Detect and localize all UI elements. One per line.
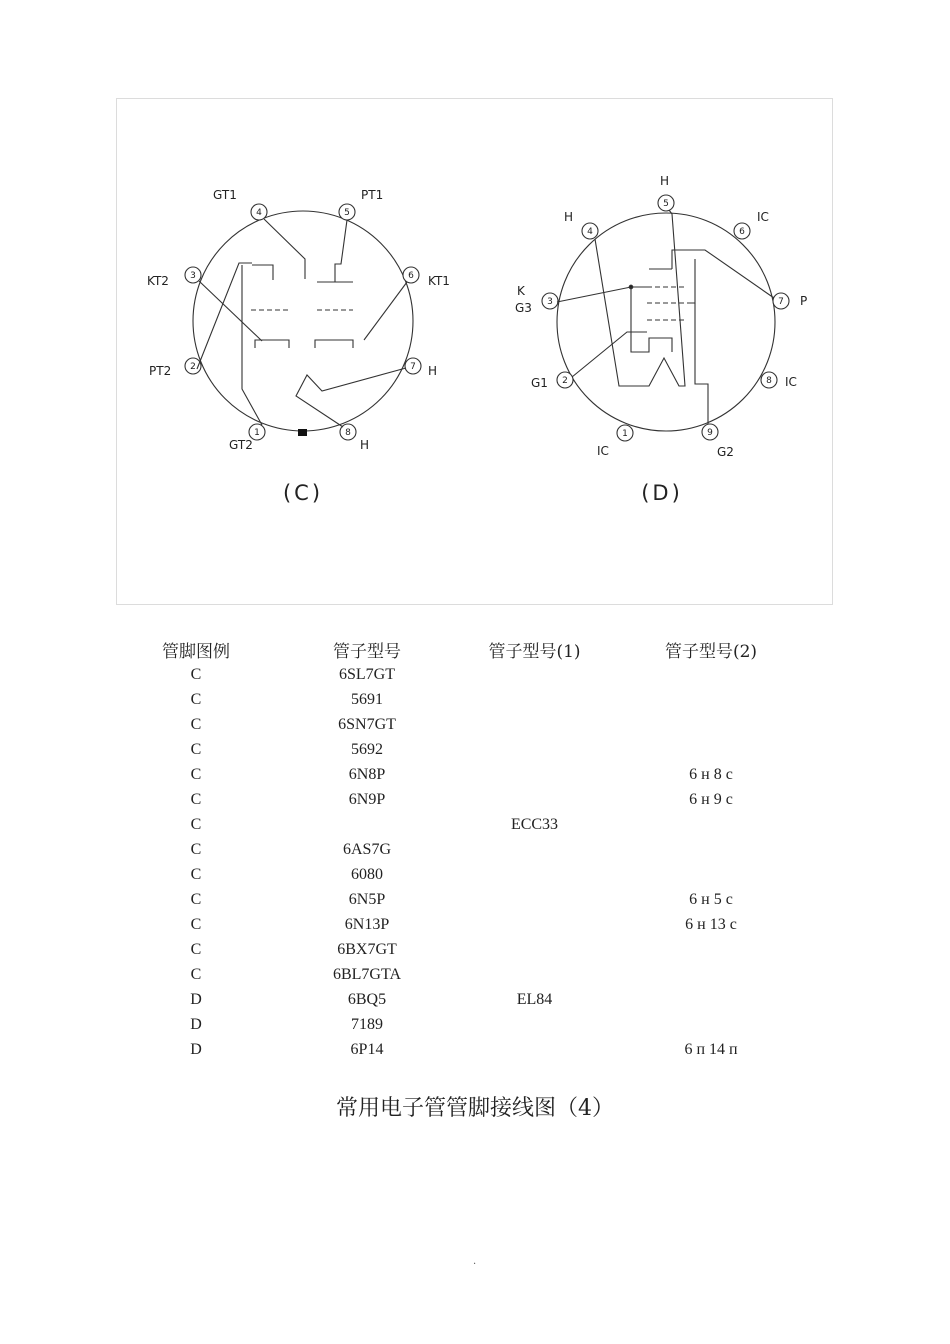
table-cell: 6N13P: [344, 915, 390, 933]
table-cell: 6P14: [350, 1040, 384, 1058]
table-row: [110, 912, 805, 937]
table-cell: 6 н 13 с: [685, 915, 737, 933]
table-cell: D: [190, 990, 202, 1008]
pin-d-5-num: 5: [663, 199, 669, 209]
table-header-row: [110, 636, 805, 662]
pin-d-1-num: 1: [622, 429, 628, 439]
table-row: [110, 1012, 805, 1037]
pin-c-7-num: 7: [410, 362, 416, 372]
table-cell: C: [190, 815, 202, 833]
pin-c-4-label: GT1: [213, 188, 237, 202]
table-row: [110, 712, 805, 737]
table-cell: [452, 1037, 617, 1062]
pin-d-3-label-k: K: [517, 284, 525, 298]
table-cell: [452, 887, 617, 912]
table-cell: [617, 937, 805, 962]
table-cell: [452, 1012, 617, 1037]
table-cell: [452, 712, 617, 737]
pin-d-9-num: 9: [707, 428, 713, 438]
table-cell: [617, 737, 805, 762]
table-row: [110, 937, 805, 962]
header-tube-model-2: 管子型号(2): [664, 641, 758, 662]
pin-d-5-label: H: [660, 174, 670, 188]
table-cell: C: [190, 890, 202, 908]
table-cell: 6SL7GT: [339, 665, 395, 683]
table-body: [110, 662, 805, 1062]
table-cell: C: [190, 790, 202, 808]
diagram-d-pins: [542, 195, 789, 441]
pin-c-1-num: 1: [254, 428, 260, 438]
table-row: [110, 962, 805, 987]
table-cell: 6N5P: [348, 890, 386, 908]
pin-d-1-label: IC: [597, 444, 609, 458]
header-pin-diagram: 管脚图例: [162, 641, 230, 662]
table-row: [110, 812, 805, 837]
table-cell: C: [190, 965, 202, 983]
pin-diagrams-svg: [117, 99, 834, 606]
pin-d-7-num: 7: [778, 297, 784, 307]
pin-d-9-label: G2: [717, 445, 734, 459]
pin-c-6-label: KT1: [428, 274, 450, 288]
table-row: [110, 862, 805, 887]
table-cell: C: [190, 840, 202, 858]
diagram-c-electrodes: [197, 219, 407, 427]
pin-c-2-num: 2: [190, 362, 196, 372]
table-cell: [452, 662, 617, 687]
pin-d-6-label: IC: [757, 210, 769, 224]
table-cell: 6 п 14 п: [684, 1040, 738, 1058]
table-row: [110, 787, 805, 812]
table-row: [110, 737, 805, 762]
pin-d-7-label: P: [800, 294, 808, 308]
table-cell: 6AS7G: [342, 840, 391, 858]
table-cell: 6BL7GTA: [332, 965, 402, 983]
pin-d-2-label: G1: [531, 376, 548, 390]
table-cell: 6 н 5 с: [689, 890, 733, 908]
table-cell: [617, 662, 805, 687]
pin-d-3-num: 3: [547, 297, 553, 307]
table-row: [110, 1037, 805, 1062]
table-row: [110, 837, 805, 862]
table-cell: C: [190, 765, 202, 783]
table-cell: [617, 987, 805, 1012]
pin-d-3-label-g3: G3: [515, 301, 532, 315]
table-cell: C: [190, 690, 202, 708]
table-cell: C: [190, 715, 202, 733]
pin-c-1-label: GT2: [229, 438, 253, 452]
diagram-d-caption: (D): [641, 481, 683, 505]
pin-c-2-label: PT2: [149, 364, 172, 378]
table-cell: 7189: [351, 1015, 383, 1033]
table-cell: C: [190, 865, 202, 883]
table-cell: [282, 812, 452, 837]
pin-c-3-label: KT2: [147, 274, 169, 288]
pin-c-3-num: 3: [190, 271, 196, 281]
pin-d-6-num: 6: [739, 227, 745, 237]
table-cell: [617, 1012, 805, 1037]
table-row: [110, 887, 805, 912]
pin-diagram-figure: [116, 98, 833, 605]
table-cell: [452, 962, 617, 987]
diagram-c-pins: [185, 204, 421, 440]
pin-d-4-num: 4: [587, 227, 593, 237]
table-row: [110, 762, 805, 787]
diagram-c: [147, 188, 450, 505]
table-cell: [617, 837, 805, 862]
table-cell: [452, 937, 617, 962]
table-cell: 6N9P: [348, 790, 386, 808]
table-cell: 5692: [351, 740, 383, 758]
table-cell: [617, 812, 805, 837]
pin-d-8-num: 8: [766, 376, 772, 386]
table-cell: [452, 737, 617, 762]
pin-d-2-num: 2: [562, 376, 568, 386]
table-cell: [452, 912, 617, 937]
table-cell: D: [190, 1040, 202, 1058]
table-cell: ECC33: [510, 815, 559, 833]
pin-c-7-label: H: [428, 364, 438, 378]
table-cell: EL84: [516, 990, 553, 1008]
pin-c-6-num: 6: [408, 271, 414, 281]
table-row: [110, 687, 805, 712]
pin-d-4-label: H: [564, 210, 574, 224]
table-cell: [452, 687, 617, 712]
table-cell: [617, 962, 805, 987]
pin-c-8-label: H: [360, 438, 370, 452]
header-tube-model-1: 管子型号(1): [488, 641, 581, 662]
table-cell: C: [190, 915, 202, 933]
table-cell: 6SN7GT: [338, 715, 396, 733]
diagram-c-envelope: [193, 211, 413, 431]
pin-c-5-label: PT1: [361, 188, 384, 202]
key-marker-icon: [298, 429, 307, 436]
table-cell: [452, 787, 617, 812]
tube-model-table: [110, 636, 805, 1062]
footer-mark: .: [473, 1256, 477, 1267]
table-cell: 6080: [351, 865, 383, 883]
table-cell: 6 н 8 с: [689, 765, 733, 783]
pin-c-5-num: 5: [344, 208, 350, 218]
table-row: [110, 987, 805, 1012]
table-cell: [452, 837, 617, 862]
table-cell: C: [190, 940, 202, 958]
table-cell: 6N8P: [348, 765, 386, 783]
table-cell: 5691: [351, 690, 383, 708]
diagram-d-electrodes: [557, 210, 774, 424]
table-cell: C: [190, 740, 202, 758]
pin-c-8-num: 8: [345, 428, 351, 438]
table-cell: [452, 762, 617, 787]
table-cell: C: [190, 665, 202, 683]
page-title: 常用电子管管脚接线图（4）: [336, 1096, 614, 1121]
table-cell: [617, 862, 805, 887]
table-cell: [452, 862, 617, 887]
diagram-d: [515, 174, 807, 505]
table-cell: D: [190, 1015, 202, 1033]
diagram-c-caption: (C): [282, 481, 324, 505]
table-cell: 6BQ5: [347, 990, 387, 1008]
table-cell: [617, 687, 805, 712]
table-cell: 6 н 9 с: [689, 790, 733, 808]
pin-d-8-label: IC: [785, 375, 797, 389]
header-tube-model: 管子型号: [333, 641, 401, 662]
table-cell: 6BX7GT: [337, 940, 397, 958]
pin-c-4-num: 4: [256, 208, 262, 218]
table-row: [110, 662, 805, 687]
diagram-d-envelope: [557, 213, 775, 431]
table-cell: [617, 712, 805, 737]
